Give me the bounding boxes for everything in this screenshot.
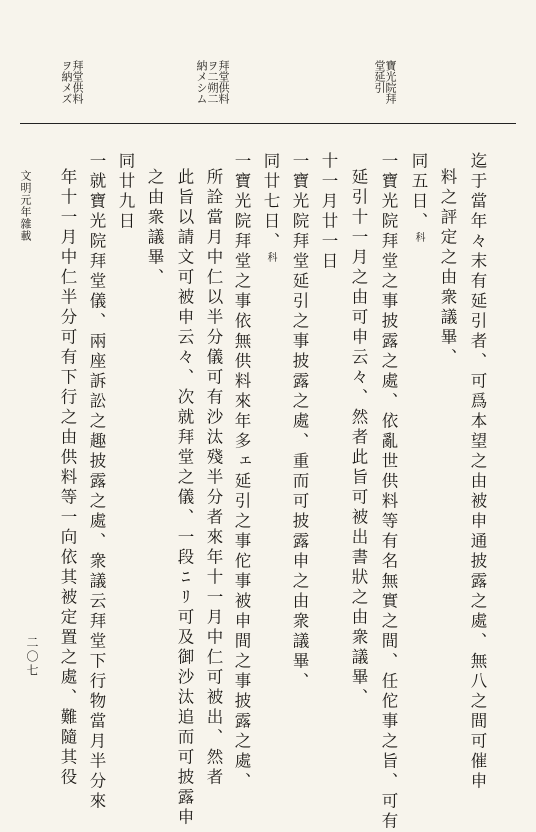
text-column-15: 年十一月中仁半分可有下行之由供料等一向依其被定置之處、難隨其役 <box>58 168 77 788</box>
text-column-5: 延引十一月之由可申云々、然者此旨可被出書狀之由衆議畢、 <box>349 168 368 708</box>
text-column-11: 此旨以請文可被申云々、次就拜堂之儀、一段ﾆﾘ可及御沙汰追而可披露申 <box>175 168 194 828</box>
margin-note-line: 堂延引 <box>373 60 386 93</box>
text-column-8 <box>262 152 279 262</box>
margin-note-2 <box>196 60 229 104</box>
text-column-12: 之由衆議畢、 <box>145 168 164 288</box>
column-text: 料之評定之由衆議畢、 <box>438 168 457 368</box>
margin-note-line: ヲ納メズ <box>60 60 73 104</box>
margin-note-1 <box>374 60 396 104</box>
margin-note-line: 寶光院拜 <box>384 60 397 104</box>
margin-note-line: ヲ二朔二 <box>206 60 219 104</box>
header-rule <box>20 123 516 124</box>
text-column-1: 迄于當年々末有延引者、可爲本望之由被申通披露之處、無八之間可催申 <box>468 152 487 792</box>
column-text: 同五日、 <box>409 152 428 232</box>
annotation-ke: 科 <box>265 252 276 262</box>
text-column-13: 同廿九日 <box>116 152 135 232</box>
margin-note-line: 拜堂供料 <box>217 60 230 104</box>
column-text: 同廿七日、 <box>261 152 280 252</box>
text-column-9: 一寶光院拜堂之事依無供料來年多ェ延引之事佗事被申間之事披露之處、 <box>232 152 251 792</box>
margin-note-line: 納メシム <box>195 60 208 104</box>
margin-note-line: 拜堂供料 <box>71 60 84 104</box>
text-column-2 <box>439 168 456 368</box>
text-column-4: 一寶光院拜堂之事披露之處、依亂世供料等有名無實之間、任佗事之旨、可有 <box>379 152 398 832</box>
text-column-3 <box>410 152 427 242</box>
margin-note-3 <box>61 60 83 104</box>
text-column-6: 十一月廿一日 <box>319 152 338 272</box>
running-title: 文明元年雜載 <box>19 170 32 242</box>
annotation-ke: 科 <box>413 232 424 242</box>
text-column-14: 一就寶光院拜堂儀、兩座訴訟之趣披露之處、衆議云拜堂下行物當月半分來 <box>87 152 106 812</box>
text-column-7: 一寶光院拜堂延引之事披露之處、重而可披露申之由衆議畢、 <box>290 152 309 692</box>
text-column-10: 所詮當月中仁以半分儀可有沙汰殘半分者來年十一月中仁可被出、然者 <box>204 168 223 788</box>
page-number: 二〇七 <box>25 636 39 678</box>
